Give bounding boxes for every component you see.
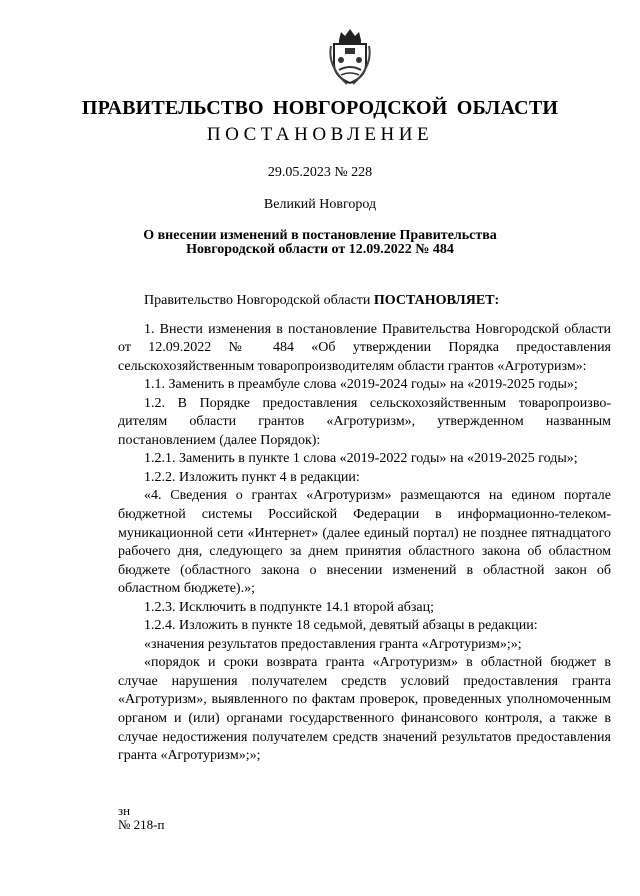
subject-line-1: О внесении изменений в постановление Правительства	[143, 228, 497, 243]
paragraph-quote-values: «значения результатов предоставления гранта «Агротуризм»;»;	[144, 636, 522, 652]
document-body	[118, 292, 611, 766]
document-type: ПОСТАНОВЛЕНИЕ	[206, 124, 434, 145]
paragraph-1-2-3: 1.2.3. Исключить в подпункте 14.1 второй абзац;	[144, 599, 434, 615]
paragraph-1-2-2: 1.2.2. Изложить пункт 4 в редакции:	[144, 469, 360, 485]
preamble-resolves: ПОСТАНОВЛЯЕТ:	[373, 293, 500, 308]
footer-initials: зн	[118, 803, 131, 818]
government-title: ПРАВИТЕЛЬСТВО НОВГОРОДСКОЙ ОБЛАСТИ	[81, 97, 559, 119]
paragraph-1-2-1: 1.2.1. Заменить в пункте 1 слова «2019-2022 годы» на «2019-2025 годы»;	[144, 451, 578, 467]
paragraph-1-2-4: 1.2.4. Изложить в пункте 18 седьмой, девятый абзацы в редакции:	[144, 618, 538, 634]
emblem	[327, 26, 373, 86]
paragraph-1-1: 1.1. Заменить в преамбуле слова «2019-2024 годы» на «2019-2025 годы»;	[144, 377, 578, 393]
paragraph-quote-4: «4. Сведения о грантах «Агротуризм» размещаются на едином портале бюджетной системы Российской Федерации в информационно-телеком-муникационной сети «Интернет» (далее единый портал) не позднее пятнадцатого рабочего дня, следующего за днем принятия областного закона об областном бюджете (областного закона о внесении изменений в областной закон об областном бюджете).»;	[118, 488, 611, 597]
subject-line-2: Новгородской области от 12.09.2022 № 484	[186, 242, 454, 257]
paragraph-1: 1. Внести изменения в постановление Правительства Новгородской области от 12.09.2022 № 484 «Об утверждении Порядка предоставления сельскохозяйственным товаропроизводителям области грантов «Агротуризм»:	[118, 321, 611, 374]
paragraph-quote-return: «порядок и сроки возврата гранта «Агротуризм» в областной бюджет в случае нарушения получателем средств условий предоставления гранта «Агротуризм», выявленного по фактам проверок, проведенных уполномоченным органом и (или) органами государственного финансового контроля, а также в случае недостижения получателем средств значений результатов предоставления гранта «Агротуризм»;»;	[118, 655, 611, 764]
paragraph-1-2: 1.2. В Порядке предоставления сельскохозяйственным товаропроизво-дителям области грантов «Агротуризм», утвержденном названным постановлением (далее Порядок):	[118, 395, 611, 448]
preamble-text: Правительство Новгородской области	[144, 293, 374, 308]
footer	[118, 804, 164, 832]
preamble	[118, 292, 611, 311]
footer-number: № 218-п	[118, 817, 165, 832]
coat-of-arms-icon	[327, 26, 373, 86]
document-subject	[0, 229, 640, 257]
date-number: 29.05.2023 № 228	[267, 165, 373, 180]
city: Великий Новгород	[263, 197, 377, 212]
